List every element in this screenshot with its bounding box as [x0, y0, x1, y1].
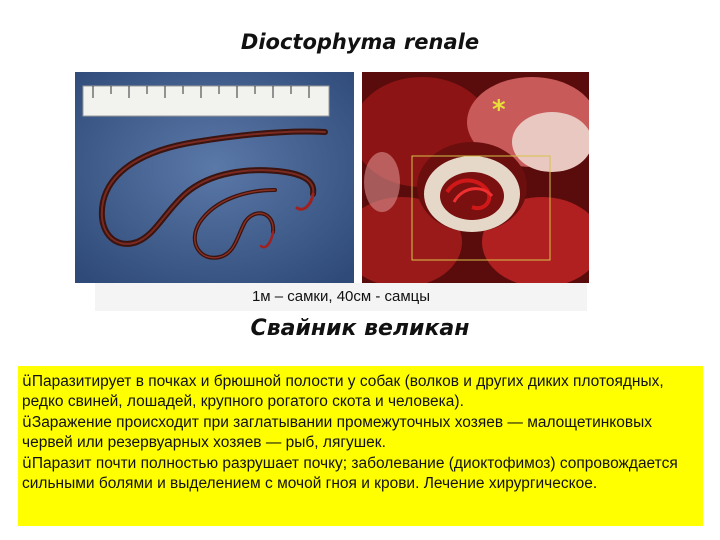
- size-caption: 1м – самки, 40см - самцы: [251, 288, 431, 305]
- info-item: üЗаражение происходит при заглатывании промежуточных хозяев — малощетинковых червей или резервуарных хозяев — рыб, лягушек.: [22, 413, 653, 451]
- check-bullet-icon: ü: [22, 454, 32, 472]
- ruler: [83, 86, 329, 116]
- caption-bar: [95, 283, 587, 311]
- check-bullet-icon: ü: [22, 413, 32, 431]
- check-bullet-icon: ü: [22, 372, 32, 390]
- info-box: [18, 366, 703, 526]
- worm-photo: [75, 72, 354, 283]
- info-item: üПаразит почти полностью разрушает почку; заболевание (диоктофимоз) сопровождается сильными болями и выделением с мочой гноя и крови. Лечение хирургическое.: [22, 454, 678, 492]
- common-name-title: Свайник великан: [250, 316, 470, 341]
- kidney-photo: [362, 72, 589, 283]
- slide-title: Dioctophyma renale: [240, 30, 480, 54]
- asterisk-marker: *: [492, 95, 506, 125]
- info-item: üПаразитирует в почках и брюшной полости у собак (волков и других диких плотоядных, редко свиней, лошадей, крупного рогатого скота и человека).: [22, 372, 664, 410]
